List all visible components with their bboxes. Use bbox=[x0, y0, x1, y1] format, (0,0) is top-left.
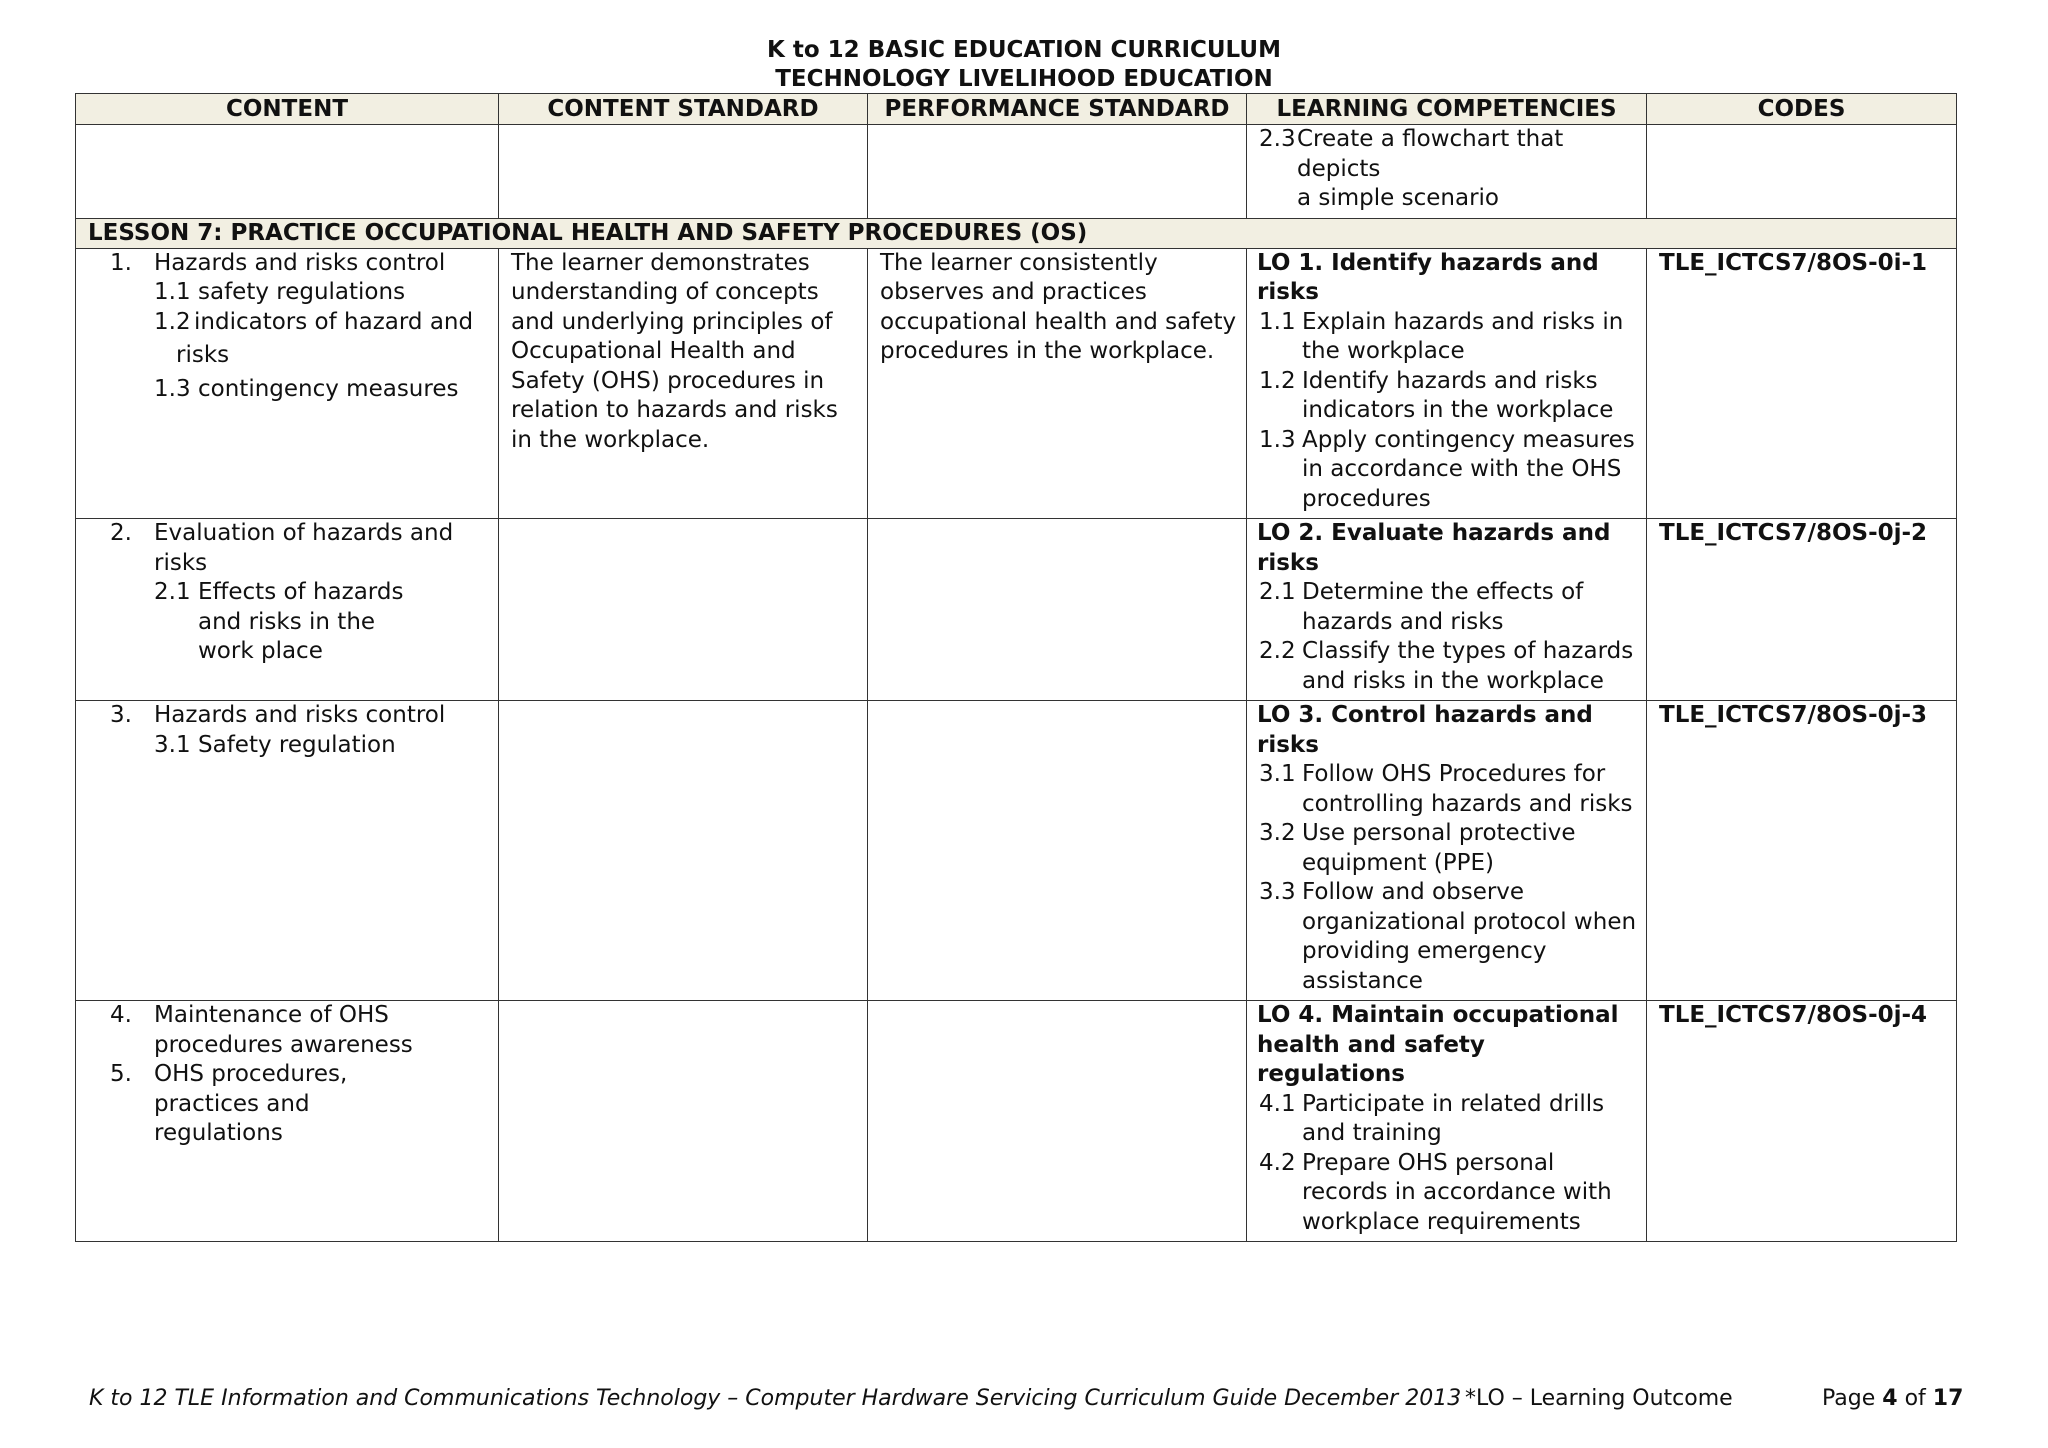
content-cell bbox=[76, 701, 499, 1001]
page-footer bbox=[0, 1384, 2048, 1414]
content-standard-cell: The learner demonstrates understanding of concepts and underlying principles of Occupational Health and Safety (OHS) procedures in relation to hazards and risks in the workplace. bbox=[499, 248, 868, 519]
performance-standard-cell: The learner consistently observes and practices occupational health and safety procedures in the workplace. bbox=[868, 248, 1247, 519]
column-header-learning-competencies: LEARNING COMPETENCIES bbox=[1247, 94, 1647, 125]
subtopic: 3.1 Safety regulation bbox=[154, 731, 396, 758]
lo-title: LO 3. Control hazards and risks bbox=[1257, 702, 1593, 758]
column-header-content-standard: CONTENT STANDARD bbox=[499, 94, 868, 125]
curriculum-table bbox=[75, 93, 1957, 1242]
subject-title: TECHNOLOGY LIVELIHOOD EDUCATION bbox=[775, 66, 1273, 92]
page-number: Page 4 of 17 bbox=[1822, 1386, 1964, 1411]
lesson-row bbox=[76, 218, 1957, 248]
learning-competencies-cell bbox=[1247, 248, 1647, 519]
competency-item: 2.2 Classify the types of hazards and risks in the workplace bbox=[1259, 638, 1634, 694]
topic: 1. Hazards and risks control bbox=[110, 249, 446, 276]
lo-note: *LO – Learning Outcome bbox=[1465, 1386, 1733, 1411]
competency-item: 1.2 Identify hazards and risks indicators in the workplace bbox=[1259, 367, 1614, 423]
content-cell: 1. Hazards and risks control 1.1 safety regulations 1.2 indicators of hazard and risks 1.3 contingency measures bbox=[76, 248, 499, 519]
competency-item: 4.1 Participate in related drills and training bbox=[1259, 1090, 1605, 1146]
competency-item: 1.1 Explain hazards and risks in the workplace bbox=[1259, 308, 1624, 364]
table-row bbox=[76, 701, 1957, 1001]
competency-item: 3.3 Follow and observe organizational protocol when providing emergency assistance bbox=[1259, 879, 1637, 994]
table-row bbox=[76, 519, 1957, 701]
column-header-codes: CODES bbox=[1647, 94, 1957, 125]
competency-item: 1.3 Apply contingency measures in accordance with the OHS procedures bbox=[1259, 426, 1635, 512]
subtopic: 2.1 Effects of hazards and risks in the work place bbox=[154, 579, 404, 664]
code-cell: TLE_ICTCS7/8OS-0j-2 bbox=[1647, 519, 1957, 701]
header-row bbox=[76, 94, 1957, 125]
lo-title: LO 1. Identify hazards and risks bbox=[1257, 249, 1599, 305]
code-cell: TLE_ICTCS7/8OS-0j-3 bbox=[1647, 701, 1957, 1001]
content-cell bbox=[76, 519, 499, 701]
competency-item: 3.1 Follow OHS Procedures for controlling hazards and risks bbox=[1259, 761, 1633, 817]
table-row bbox=[76, 248, 1957, 519]
competency-item: 4.2 Prepare OHS personal records in accordance with workplace requirements bbox=[1259, 1149, 1612, 1235]
lesson-title: LESSON 7: PRACTICE OCCUPATIONAL HEALTH AND SAFETY PROCEDURES (OS) bbox=[76, 218, 1957, 248]
code-cell: TLE_ICTCS7/8OS-0i-1 bbox=[1647, 248, 1957, 519]
topic: 5. OHS procedures, practices and regulations bbox=[110, 1061, 348, 1146]
subtopic: 1.1 safety regulations bbox=[154, 279, 406, 305]
table-row bbox=[76, 1001, 1957, 1242]
topic: 3. Hazards and risks control bbox=[110, 702, 446, 728]
content-cell bbox=[76, 1001, 499, 1242]
subtopic: 1.2 indicators of hazard and bbox=[154, 308, 474, 335]
page-header bbox=[0, 36, 2048, 94]
lo-title: LO 4. Maintain occupational health and safety regulations bbox=[1257, 1002, 1619, 1087]
code-cell: TLE_ICTCS7/8OS-0j-4 bbox=[1647, 1001, 1957, 1242]
learning-competencies-cell bbox=[1247, 519, 1647, 701]
learning-competencies-cell bbox=[1247, 1001, 1647, 1242]
column-header-performance-standard: PERFORMANCE STANDARD bbox=[868, 94, 1247, 125]
competency-item: 2.1 Determine the effects of hazards and risks bbox=[1259, 579, 1584, 635]
curriculum-title: K to 12 BASIC EDUCATION CURRICULUM bbox=[767, 37, 1281, 63]
competency-item: 2.3 Create a flowchart that depicts bbox=[1259, 126, 1564, 182]
carryover-row bbox=[76, 125, 1957, 219]
topic: 2. Evaluation of hazards and risks bbox=[110, 520, 454, 576]
competency-item: 3.2 Use personal protective equipment (PPE) bbox=[1259, 820, 1576, 876]
subtopic: 1.3 contingency measures bbox=[154, 375, 459, 402]
lo-title: LO 2. Evaluate hazards and risks bbox=[1257, 520, 1611, 576]
guide-title: K to 12 TLE Information and Communications Technology – Computer Hardware Servicing Curriculum Guide December 2013 bbox=[89, 1386, 1462, 1411]
carryover-competency: 2.3 Create a flowchart that depicts a simple scenario bbox=[1247, 125, 1647, 219]
learning-competencies-cell bbox=[1247, 701, 1647, 1001]
topic: 4. Maintenance of OHS procedures awareness bbox=[110, 1002, 413, 1058]
column-header-content: CONTENT bbox=[76, 94, 499, 125]
